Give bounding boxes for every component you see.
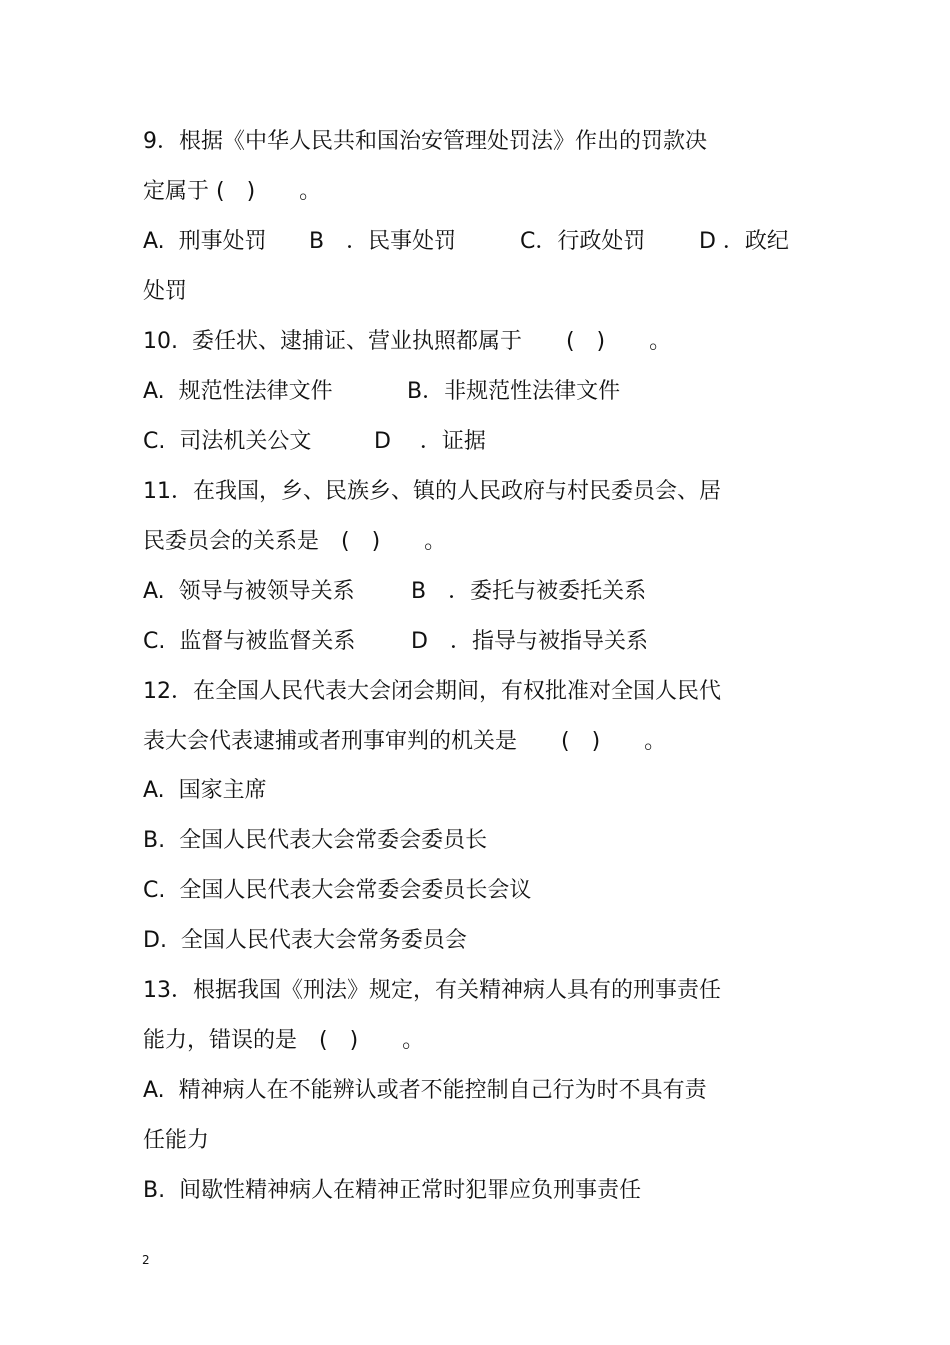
question-13-option-b: B. 间歇性精神病人在精神正常时犯罪应负刑事责任 <box>143 1178 642 1203</box>
question-13-option-a: A. 精神病人在不能辨认或者不能控制自己行为时不具有责 <box>143 1078 707 1103</box>
question-11-option-c: C. 监督与被监督关系 <box>143 629 356 654</box>
question-11-options-row-2 <box>143 626 743 658</box>
question-9-options-row <box>143 226 823 258</box>
question-10-options-row-2 <box>143 426 643 458</box>
page-number: 2 <box>142 1253 150 1267</box>
question-13-stem-line1: 13．根据我国《刑法》规定，有关精神病人具有的刑事责任 <box>143 978 721 1003</box>
question-9-option-d-continued: 处罚 <box>143 279 188 304</box>
question-10-stem: 10. 委任状、逮捕证、营业执照都属于 ( ) 。 <box>143 329 672 354</box>
question-11-option-b: B ．委托与被委托关系 <box>411 579 647 604</box>
question-10-option-b: B．非规范性法律文件 <box>407 379 621 404</box>
question-11-option-d: D ．指导与被指导关系 <box>411 629 648 654</box>
question-10-option-c: C. 司法机关公文 <box>143 429 312 454</box>
question-12-option-c: C. 全国人民代表大会常委会委员长会议 <box>143 878 532 903</box>
question-13-stem-line2: 能力，错误的是 ( ) 。 <box>143 1028 425 1053</box>
question-11-stem-line1: 11．在我国，乡、民族乡、镇的人民政府与村民委员会、居 <box>143 479 721 504</box>
question-9-stem-line1: 9．根据《中华人民共和国治安管理处罚法》作出的罚款决 <box>143 129 707 154</box>
question-12-option-a: A. 国家主席 <box>143 778 267 803</box>
question-10-option-a: A. 规范性法律文件 <box>143 379 333 404</box>
question-12-option-d: D. 全国人民代表大会常务委员会 <box>143 928 467 953</box>
question-9-option-d: D ．政纪 <box>699 229 789 254</box>
question-9-option-b: B ．民事处罚 <box>309 229 457 254</box>
question-11-option-a: A. 领导与被领导关系 <box>143 579 355 604</box>
question-9-option-a: A. 刑事处罚 <box>143 229 267 254</box>
question-12-stem-line2: 表大会代表逮捕或者刑事审判的机关是 ( ) 。 <box>143 729 667 754</box>
question-11-options-row-1 <box>143 576 743 608</box>
question-12-option-b: B. 全国人民代表大会常委会委员长 <box>143 828 488 853</box>
question-11-stem-line2: 民委员会的关系是 ( ) 。 <box>143 529 447 554</box>
question-13-option-a-continued: 任能力 <box>143 1128 210 1153</box>
question-12-stem-line1: 12．在全国人民代表大会闭会期间，有权批准对全国人民代 <box>143 679 721 704</box>
question-9-stem-line2: 定属于 ( ) 。 <box>143 179 322 204</box>
question-10-options-row-1 <box>143 376 743 408</box>
question-9-option-c: C．行政处罚 <box>520 229 646 254</box>
question-10-option-d: D ．证据 <box>374 429 486 454</box>
